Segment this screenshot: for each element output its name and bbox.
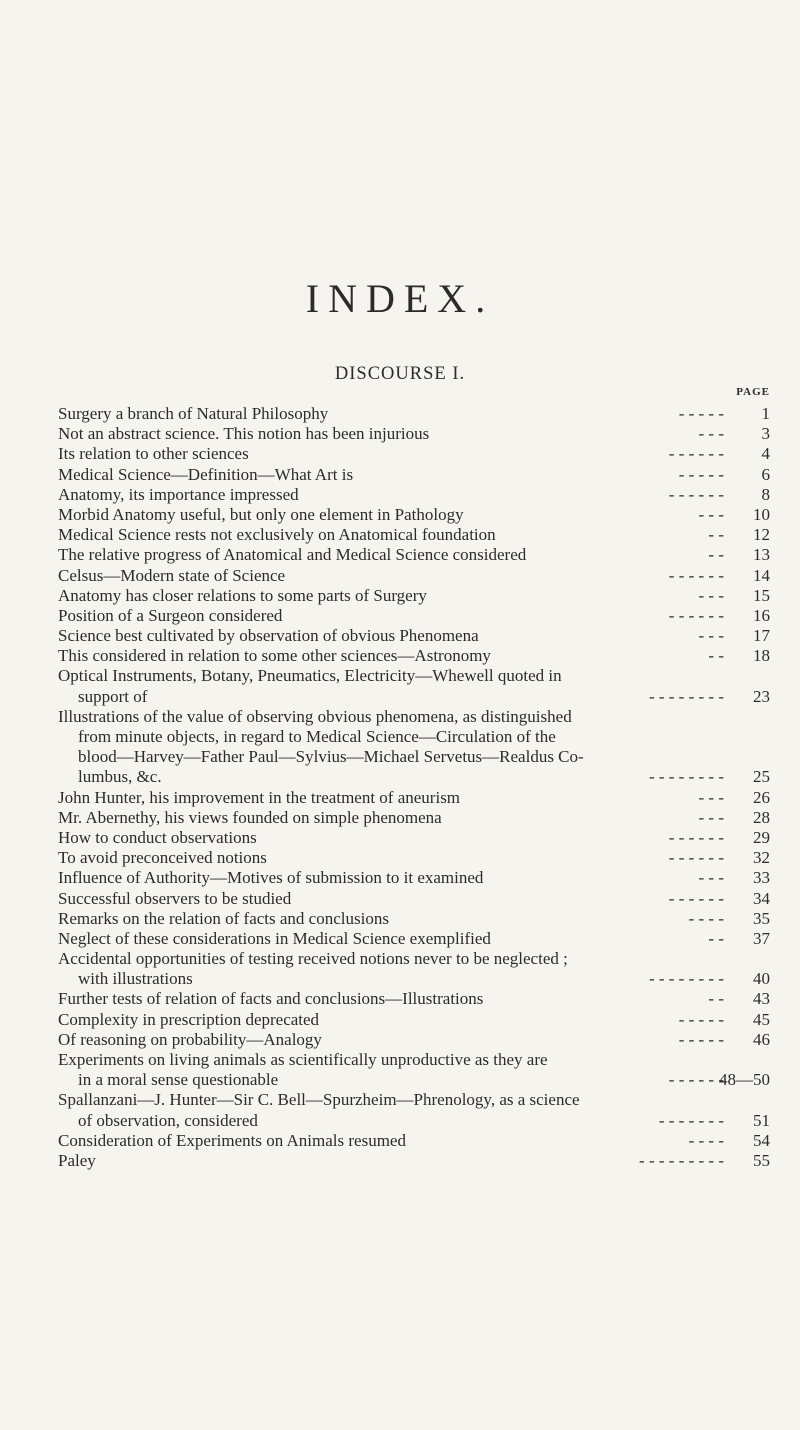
index-entry bbox=[58, 848, 770, 868]
dot-leader: - - bbox=[708, 545, 724, 565]
entry-line bbox=[58, 545, 770, 565]
dot-leader: - - - - - - bbox=[668, 444, 724, 464]
entry-line bbox=[58, 1070, 770, 1090]
page-number: 6 bbox=[761, 464, 770, 484]
entry-line bbox=[58, 788, 770, 808]
entry-text: Spallanzani—J. Hunter—Sir C. Bell—Spurzheim—Phrenology, as a science bbox=[58, 1090, 580, 1110]
entry-text: Consideration of Experiments on Animals resumed bbox=[58, 1130, 406, 1150]
entry-text: Further tests of relation of facts and conclusions—Illustrations bbox=[58, 989, 484, 1009]
index-entry bbox=[58, 444, 770, 464]
entry-text: in a moral sense questionable bbox=[78, 1070, 279, 1090]
dot-leader: - - - - - - - - - bbox=[639, 1150, 724, 1170]
index-entry bbox=[58, 606, 770, 626]
page-number: 45 bbox=[753, 1009, 770, 1029]
entry-line bbox=[58, 566, 770, 586]
entry-line bbox=[58, 1030, 770, 1050]
page-number: 18 bbox=[753, 646, 770, 666]
index-entry bbox=[58, 465, 770, 485]
index-entry bbox=[58, 788, 770, 808]
entry-line bbox=[58, 1151, 770, 1171]
page-number: 10 bbox=[753, 504, 770, 524]
dot-leader: - - - - - - - bbox=[658, 1110, 724, 1130]
entry-line bbox=[58, 909, 770, 929]
entry-text: Paley bbox=[58, 1150, 96, 1170]
page-number: 15 bbox=[753, 585, 770, 605]
entry-text: Not an abstract science. This notion has been injurious bbox=[58, 424, 430, 444]
page-number: 55 bbox=[753, 1150, 770, 1170]
index-entry bbox=[58, 828, 770, 848]
entry-line bbox=[58, 1131, 770, 1151]
page-number: 13 bbox=[753, 545, 770, 565]
page-number: 35 bbox=[753, 908, 770, 928]
entry-text: Anatomy, its importance impressed bbox=[58, 484, 299, 504]
dot-leader: - - - bbox=[698, 868, 724, 888]
entry-text: from minute objects, in regard to Medical Science—Circulation of the bbox=[78, 727, 556, 746]
entry-text: Remarks on the relation of facts and conclusions bbox=[58, 908, 389, 928]
index-title: INDEX. bbox=[305, 276, 495, 321]
entry-line bbox=[58, 505, 770, 525]
entry-line bbox=[58, 868, 770, 888]
page-number: 12 bbox=[753, 525, 770, 545]
entry-line bbox=[58, 727, 770, 747]
entry-line bbox=[58, 929, 770, 949]
entry-text: To avoid preconceived notions bbox=[58, 848, 267, 868]
index-entry bbox=[58, 1010, 770, 1030]
page-number: 51 bbox=[753, 1110, 770, 1130]
dot-leader: - - - - bbox=[688, 1130, 724, 1150]
entry-line bbox=[58, 808, 770, 828]
page-number: 48—50 bbox=[719, 1070, 770, 1090]
entry-text: with illustrations bbox=[78, 969, 193, 989]
index-entry bbox=[58, 485, 770, 505]
entry-text: support of bbox=[78, 686, 148, 706]
entry-text: Medical Science—Definition—What Art is bbox=[58, 464, 354, 484]
index-entry bbox=[58, 1151, 770, 1171]
index-entry bbox=[58, 404, 770, 424]
dot-leader: - - - - - - - - bbox=[648, 686, 724, 706]
page-number: 26 bbox=[753, 787, 770, 807]
entry-line bbox=[58, 485, 770, 505]
entry-text: of observation, considered bbox=[78, 1110, 258, 1130]
dot-leader: - - - bbox=[698, 424, 724, 444]
dot-leader: - - - - - - bbox=[668, 565, 724, 585]
index-entries bbox=[58, 404, 770, 1171]
entry-text: Anatomy has closer relations to some parts of Surgery bbox=[58, 585, 427, 605]
entry-text: Its relation to other sciences bbox=[58, 444, 249, 464]
entry-text: Optical Instruments, Botany, Pneumatics, Electricity—Whewell quoted in bbox=[58, 666, 562, 686]
entry-line bbox=[58, 444, 770, 464]
page-number: 25 bbox=[753, 767, 770, 787]
index-entry bbox=[58, 1050, 770, 1090]
index-entry bbox=[58, 1090, 770, 1130]
dot-leader: - - - bbox=[698, 626, 724, 646]
entry-line bbox=[58, 646, 770, 666]
page-number: 23 bbox=[753, 686, 770, 706]
entry-line bbox=[58, 606, 770, 626]
entry-text: How to conduct observations bbox=[58, 827, 257, 847]
entry-line bbox=[58, 747, 770, 767]
entry-line bbox=[58, 1111, 770, 1131]
index-entry bbox=[58, 666, 770, 706]
entry-line bbox=[58, 1090, 770, 1110]
dot-leader: - - - - - - bbox=[668, 1070, 724, 1090]
page-number: 4 bbox=[761, 444, 770, 464]
index-entry bbox=[58, 525, 770, 545]
entry-line bbox=[58, 424, 770, 444]
entry-text: Neglect of these considerations in Medical Science exemplified bbox=[58, 928, 491, 948]
entry-line bbox=[58, 1010, 770, 1030]
dot-leader: - - - bbox=[698, 585, 724, 605]
index-entry bbox=[58, 929, 770, 949]
entry-text: This considered in relation to some other sciences—Astronomy bbox=[58, 646, 491, 666]
entry-line bbox=[58, 828, 770, 848]
page-number: 34 bbox=[753, 888, 770, 908]
index-entry bbox=[58, 505, 770, 525]
dot-leader: - - bbox=[708, 525, 724, 545]
dot-leader: - - - - - bbox=[678, 1029, 724, 1049]
entry-text: Morbid Anatomy useful, but only one element in Pathology bbox=[58, 504, 464, 524]
entry-text: Celsus—Modern state of Science bbox=[58, 565, 286, 585]
entry-line bbox=[58, 989, 770, 1009]
entry-line bbox=[58, 707, 770, 727]
entry-line bbox=[58, 404, 770, 424]
entry-text: lumbus, &c. bbox=[78, 767, 162, 787]
entry-text: Mr. Abernethy, his views founded on simple phenomena bbox=[58, 807, 442, 827]
entry-text: Science best cultivated by observation of obvious Phenomena bbox=[58, 626, 479, 646]
dot-leader: - - - - - bbox=[678, 1009, 724, 1029]
page-column-label: PAGE bbox=[736, 386, 770, 398]
index-entry bbox=[58, 707, 770, 788]
dot-leader: - - - - bbox=[688, 908, 724, 928]
index-entry bbox=[58, 909, 770, 929]
page-number: 46 bbox=[753, 1029, 770, 1049]
entry-text: Position of a Surgeon considered bbox=[58, 605, 283, 625]
entry-line bbox=[58, 848, 770, 868]
entry-text: Experiments on living animals as scientifically unproductive as they are bbox=[58, 1050, 548, 1069]
dot-leader: - - - - - - bbox=[668, 848, 724, 868]
entry-line bbox=[58, 586, 770, 606]
page-number: 1 bbox=[761, 404, 770, 423]
index-entry bbox=[58, 1030, 770, 1050]
page-number: 14 bbox=[753, 565, 770, 585]
index-entry bbox=[58, 949, 770, 989]
entry-line bbox=[58, 687, 770, 707]
page-number: 40 bbox=[753, 969, 770, 989]
entry-line bbox=[58, 767, 770, 787]
entry-line bbox=[58, 525, 770, 545]
entry-text: Successful observers to be studied bbox=[58, 888, 292, 908]
index-entry bbox=[58, 889, 770, 909]
dot-leader: - - bbox=[708, 989, 724, 1009]
discourse-heading: DISCOURSE I. bbox=[334, 364, 466, 384]
dot-leader: - - - - - - - - bbox=[648, 969, 724, 989]
dot-leader: - - bbox=[708, 928, 724, 948]
dot-leader: - - - - - bbox=[678, 464, 724, 484]
page-number: 32 bbox=[753, 848, 770, 868]
page-number: 28 bbox=[753, 807, 770, 827]
page-number: 29 bbox=[753, 827, 770, 847]
entry-line bbox=[58, 949, 770, 969]
dot-leader: - - - bbox=[698, 807, 724, 827]
page-number: 17 bbox=[753, 626, 770, 646]
index-entry bbox=[58, 626, 770, 646]
dot-leader: - - - - - bbox=[678, 404, 724, 423]
entry-text: blood—Harvey—Father Paul—Sylvius—Michael Servetus—Realdus Co- bbox=[78, 747, 584, 767]
index-entry bbox=[58, 646, 770, 666]
dot-leader: - - - bbox=[698, 504, 724, 524]
entry-line bbox=[58, 889, 770, 909]
entry-text: Complexity in prescription deprecated bbox=[58, 1009, 320, 1029]
entry-text: Accidental opportunities of testing received notions never to be neglected ; bbox=[58, 949, 568, 969]
page-number: 54 bbox=[753, 1130, 770, 1150]
index-entry bbox=[58, 566, 770, 586]
page-number: 33 bbox=[753, 868, 770, 888]
index-entry bbox=[58, 868, 770, 888]
page-number: 8 bbox=[761, 484, 770, 504]
entry-line bbox=[58, 969, 770, 989]
index-entry bbox=[58, 808, 770, 828]
page-number: 43 bbox=[753, 989, 770, 1009]
dot-leader: - - - - - - bbox=[668, 827, 724, 847]
dot-leader: - - - - - - - - bbox=[648, 767, 724, 787]
entry-text: John Hunter, his improvement in the treatment of aneurism bbox=[58, 787, 461, 807]
entry-text: Medical Science rests not exclusively on Anatomical foundation bbox=[58, 525, 496, 545]
entry-line bbox=[58, 1050, 770, 1070]
page-number: 3 bbox=[761, 424, 770, 444]
entry-text: The relative progress of Anatomical and Medical Science considered bbox=[58, 545, 527, 565]
dot-leader: - - - bbox=[698, 787, 724, 807]
dot-leader: - - - - - - bbox=[668, 888, 724, 908]
entry-text: Of reasoning on probability—Analogy bbox=[58, 1029, 322, 1049]
entry-line bbox=[58, 666, 770, 686]
dot-leader: - - bbox=[708, 646, 724, 666]
entry-text: Surgery a branch of Natural Philosophy bbox=[58, 404, 329, 423]
index-entry bbox=[58, 989, 770, 1009]
entry-text: Influence of Authority—Motives of submission to it examined bbox=[58, 868, 484, 888]
entry-text: Illustrations of the value of observing obvious phenomena, as distinguished bbox=[58, 706, 572, 726]
index-entry bbox=[58, 545, 770, 565]
dot-leader: - - - - - - bbox=[668, 605, 724, 625]
page-number: 16 bbox=[753, 605, 770, 625]
index-entry bbox=[58, 586, 770, 606]
entry-line bbox=[58, 626, 770, 646]
dot-leader: - - - - - - bbox=[668, 484, 724, 504]
index-entry bbox=[58, 424, 770, 444]
entry-line bbox=[58, 465, 770, 485]
page-number: 37 bbox=[753, 928, 770, 948]
index-entry bbox=[58, 1131, 770, 1151]
